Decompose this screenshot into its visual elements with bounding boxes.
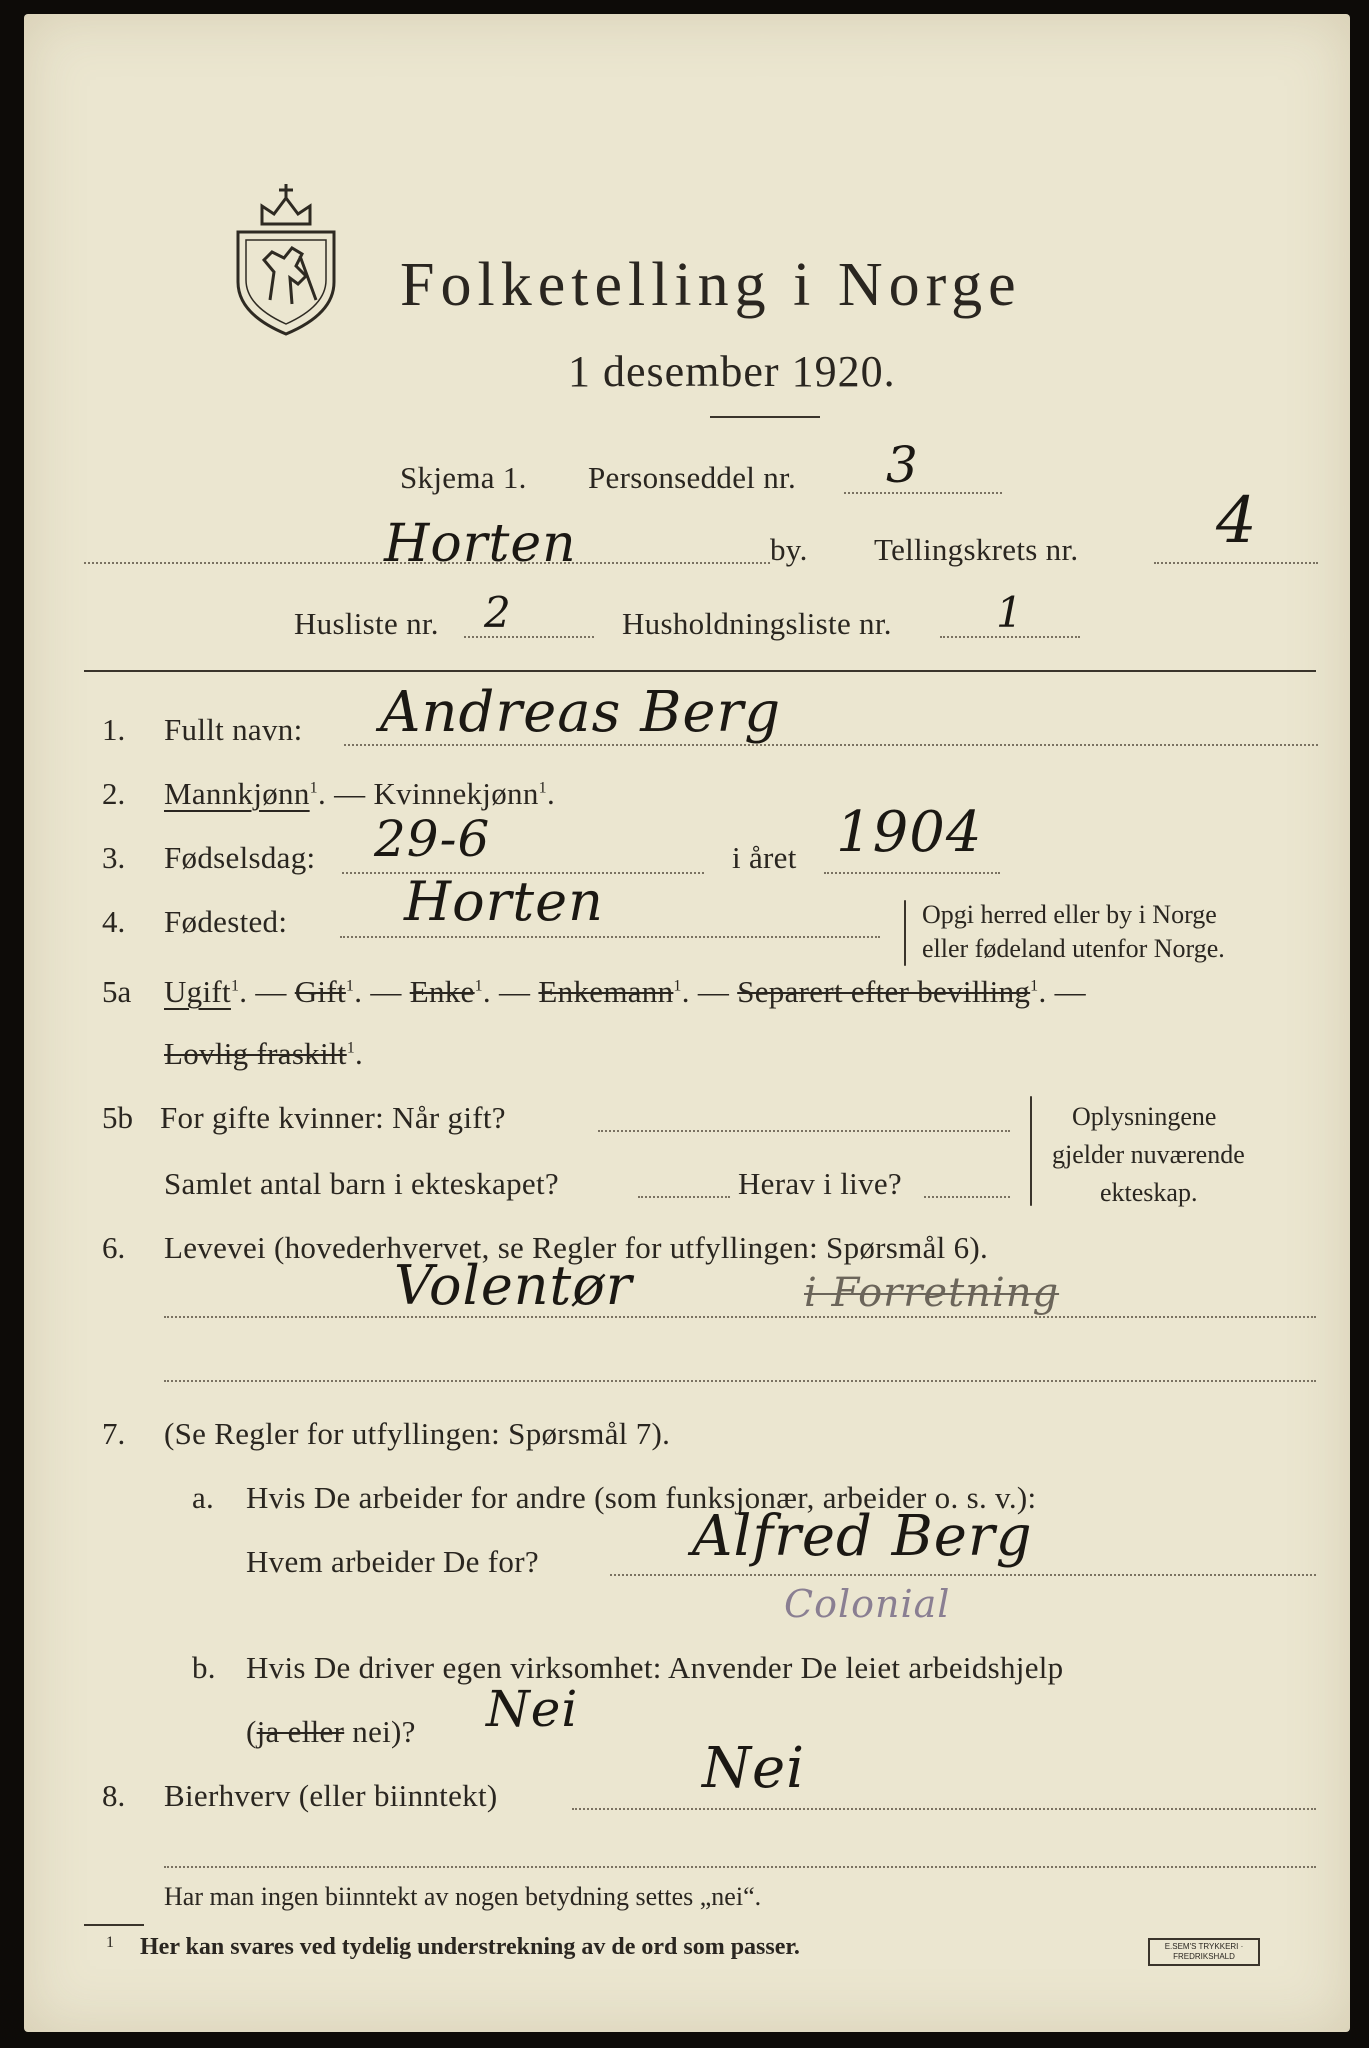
census-date: 1 desember 1920. bbox=[568, 347, 896, 396]
q7a-text: Hvis De arbeider for andre (som funksjonær, arbeider o. s. v.): bbox=[246, 1480, 1037, 1515]
option-enke: Enke bbox=[409, 974, 475, 1009]
option-separert: Separert efter bevilling bbox=[737, 974, 1031, 1009]
q5b-label: For gifte kvinner: Når gift? bbox=[160, 1100, 506, 1135]
census-form-sheet bbox=[24, 14, 1350, 2032]
option-ja-eller: ja eller bbox=[256, 1714, 345, 1749]
option-enkemann: Enkemann bbox=[538, 974, 674, 1009]
q5b-note-line2: gjelder nuværende bbox=[1052, 1140, 1245, 1169]
q6-line1 bbox=[164, 1316, 1316, 1318]
q4-note-line1: Opgi herred eller by i Norge bbox=[922, 900, 1217, 929]
q5b-barn-label: Samlet antal barn i ekteskapet? bbox=[164, 1166, 559, 1201]
q4-note-brace bbox=[904, 900, 906, 966]
husliste-value: 2 bbox=[484, 588, 512, 637]
birth-year-value: 1904 bbox=[836, 800, 983, 865]
employer-value-2: Colonial bbox=[784, 1582, 951, 1626]
option-ugift: Ugift bbox=[164, 974, 231, 1009]
option-kvinnekjonn: Kvinnekjønn bbox=[373, 776, 539, 811]
birthday-value: 29-6 bbox=[374, 810, 491, 868]
husholdningsliste-value: 1 bbox=[996, 588, 1024, 637]
q6-line2 bbox=[164, 1380, 1316, 1382]
printer-mark: E.SEM'S TRYKKERI · FREDRIKSHALD bbox=[1148, 1938, 1260, 1966]
q5a-options-line2: Lovlig fraskilt$^1$. bbox=[164, 1036, 364, 1071]
q6-number: 6. bbox=[102, 1230, 126, 1265]
q4-label: Fødested: bbox=[164, 904, 288, 939]
tellingskrets-value: 4 bbox=[1216, 484, 1258, 558]
q3-number: 3. bbox=[102, 840, 126, 875]
q7b-letter: b. bbox=[192, 1650, 216, 1685]
q8-label: Bierhverv (eller biinntekt) bbox=[164, 1778, 498, 1813]
q5a-options: Ugift$^1$. — Gift$^1$. — Enke$^1$. — Enkemann$^1$. — Separert efter bevilling$^1$. — bbox=[164, 974, 1086, 1009]
header-divider bbox=[84, 670, 1316, 672]
q7a-line bbox=[610, 1574, 1316, 1576]
q5b-note-line3: ekteskap. bbox=[1100, 1178, 1198, 1207]
footer-divider bbox=[84, 1924, 144, 1926]
q7-number: 7. bbox=[102, 1416, 126, 1451]
personseddel-label: Personseddel nr. bbox=[588, 460, 796, 495]
form-title: Folketelling i Norge bbox=[400, 251, 1022, 319]
birthplace-value: Horten bbox=[404, 870, 604, 933]
full-name-value: Andreas Berg bbox=[380, 680, 782, 745]
skjema-label: Skjema 1. bbox=[400, 460, 527, 495]
tellingskrets-label: Tellingskrets nr. bbox=[874, 532, 1079, 567]
footnote-number: 1 bbox=[106, 1934, 114, 1951]
tellingskrets-line bbox=[1154, 562, 1318, 564]
q1-label: Fullt navn: bbox=[164, 712, 303, 747]
q6-label: Levevei (hovederhvervet, se Regler for utfyllingen: Spørsmål 6). bbox=[164, 1230, 989, 1265]
q5b-note-brace bbox=[1030, 1096, 1032, 1206]
footnote-text: Her kan svares ved tydelig understrekning av de ord som passer. bbox=[140, 1934, 800, 1960]
norwegian-coat-of-arms-icon bbox=[230, 180, 342, 338]
husliste-label: Husliste nr. bbox=[294, 606, 439, 641]
q5b-note-line1: Oplysningene bbox=[1072, 1102, 1217, 1131]
q7a-question: Hvem arbeider De for? bbox=[246, 1544, 539, 1579]
option-nei: nei bbox=[344, 1714, 392, 1749]
employer-value: Alfred Berg bbox=[692, 1504, 1033, 1569]
footer-note: Har man ingen biinntekt av nogen betydning settes „nei“. bbox=[164, 1882, 762, 1911]
q7b-text: Hvis De driver egen virksomhet: Anvender De leiet arbeidshjelp bbox=[246, 1650, 1064, 1685]
q5b-live-line bbox=[924, 1196, 1010, 1198]
personseddel-value: 3 bbox=[886, 436, 919, 494]
q4-line bbox=[340, 936, 880, 938]
q2-options: Mannkjønn$^1$. — Kvinnekjønn$^1$. bbox=[164, 776, 556, 811]
personseddel-line bbox=[844, 492, 1002, 494]
q4-number: 4. bbox=[102, 904, 126, 939]
city-value: Horten bbox=[384, 514, 577, 574]
occupation-struck-value: i Forretning bbox=[804, 1270, 1060, 1316]
q4-note-line2: eller fødeland utenfor Norge. bbox=[922, 934, 1225, 963]
q5b-number: 5b bbox=[102, 1100, 133, 1135]
q1-number: 1. bbox=[102, 712, 126, 747]
option-mannkjonn: Mannkjønn bbox=[164, 776, 310, 811]
q2-number: 2. bbox=[102, 776, 126, 811]
q5b-barn-line bbox=[638, 1196, 730, 1198]
q8-line1 bbox=[572, 1808, 1316, 1810]
title-divider bbox=[710, 416, 820, 418]
q5b-gift-line bbox=[598, 1130, 1010, 1132]
q7b-options: (ja eller nei)? bbox=[246, 1714, 416, 1749]
q3-year-line bbox=[824, 872, 1000, 874]
q5b-live-label: Herav i live? bbox=[738, 1166, 902, 1201]
q5a-number: 5a bbox=[102, 974, 132, 1009]
q7a-letter: a. bbox=[192, 1480, 215, 1515]
q7-label: (Se Regler for utfyllingen: Spørsmål 7). bbox=[164, 1416, 671, 1451]
option-gift: Gift bbox=[294, 974, 346, 1009]
q8-number: 8. bbox=[102, 1778, 126, 1813]
bierhverv-value: Nei bbox=[702, 1736, 806, 1801]
occupation-value: Volentør bbox=[394, 1254, 633, 1317]
by-label: by. bbox=[770, 532, 808, 567]
q8-line2 bbox=[164, 1866, 1316, 1868]
q3-label: Fødselsdag: bbox=[164, 840, 316, 875]
arbeidshjelp-value: Nei bbox=[486, 1680, 579, 1738]
husholdningsliste-label: Husholdningsliste nr. bbox=[622, 606, 892, 641]
city-line bbox=[84, 562, 770, 564]
option-lovlig-fraskilt: Lovlig fraskilt bbox=[164, 1036, 347, 1071]
q3-year-label: i året bbox=[732, 840, 797, 875]
